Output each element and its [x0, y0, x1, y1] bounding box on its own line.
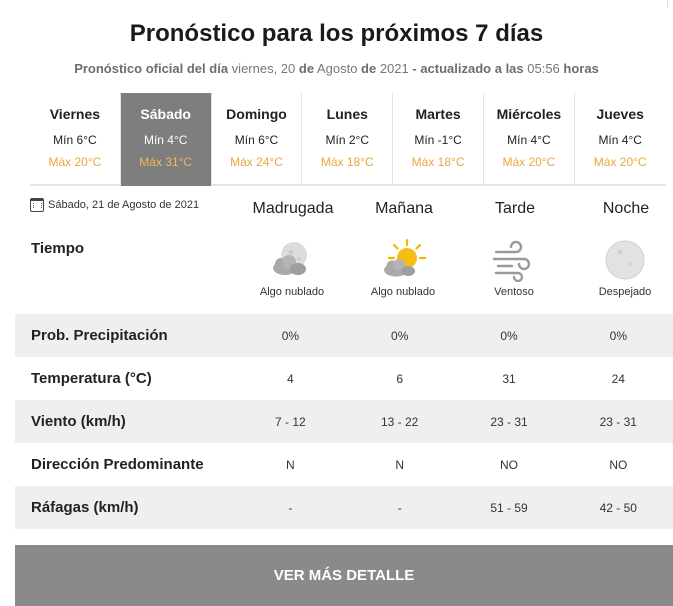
row-value: 6: [396, 371, 404, 386]
row-value: -: [288, 500, 293, 515]
condition-label: Ventoso: [494, 286, 534, 298]
row-value: 0%: [500, 328, 518, 343]
condition-tarde: [459, 238, 569, 298]
table-row-temperature: [15, 357, 673, 400]
row-value: N: [286, 457, 295, 472]
day-tabs: [30, 93, 666, 186]
row-value: 23 - 31: [599, 414, 637, 429]
condition-noche: [570, 238, 673, 298]
table-row-precipitation: [15, 314, 673, 357]
day-name: Martes: [415, 106, 461, 122]
day-min-temp: Mín 2°C: [325, 133, 370, 147]
row-value: 4: [287, 371, 294, 386]
day-tab-miercoles[interactable]: [484, 93, 575, 186]
subtitle-official-label: Pronóstico oficial del día: [74, 61, 229, 76]
row-value: N: [395, 457, 405, 472]
row-value: NO: [500, 457, 518, 472]
selected-date: [30, 198, 199, 212]
day-name: Miércoles: [496, 106, 562, 122]
day-max-temp: Máx 18°C: [411, 155, 465, 169]
page-title: Pronóstico para los próximos 7 días: [129, 20, 544, 47]
day-name: Sábado: [140, 106, 191, 122]
day-name: Lunes: [326, 106, 368, 122]
day-min-temp: Mín 6°C: [234, 133, 279, 147]
row-label: Ráfagas (km/h): [31, 499, 139, 516]
row-value: 31: [502, 371, 516, 386]
tiempo-label: Tiempo: [31, 240, 85, 257]
subtitle-year: 2021: [376, 61, 413, 76]
row-label: Viento (km/h): [31, 413, 126, 430]
row-value: 51 - 59: [490, 500, 528, 515]
day-tab-viernes[interactable]: [30, 93, 121, 186]
wind-icon: [490, 238, 538, 282]
calendar-icon: [30, 198, 44, 212]
day-min-temp: Mín -1°C: [414, 133, 462, 147]
row-value: -: [397, 500, 402, 515]
selected-date-text: Sábado, 21 de Agosto de 2021: [48, 199, 200, 211]
day-tab-jueves[interactable]: [575, 93, 666, 186]
subtitle-de-2: de: [361, 61, 377, 76]
condition-manana: [348, 238, 458, 298]
day-tab-martes[interactable]: [393, 93, 484, 186]
day-max-temp: Máx 20°C: [593, 155, 647, 169]
row-value: 0%: [391, 328, 409, 343]
subtitle-month: Agosto: [314, 61, 362, 76]
day-tab-domingo[interactable]: [212, 93, 303, 186]
day-tab-sabado[interactable]: [121, 93, 212, 186]
row-value: 0%: [281, 328, 300, 343]
condition-label: Algo nublado: [370, 286, 436, 298]
subtitle-date-day: viernes, 20: [228, 61, 299, 76]
row-label: Dirección Predominante: [31, 456, 204, 473]
row-label: Temperatura (°C): [31, 370, 152, 387]
table-row-wind: [15, 400, 673, 443]
cloud-sun-icon: [379, 238, 427, 282]
forecast-table: [15, 314, 673, 529]
condition-label: Despejado: [598, 286, 652, 298]
table-row-direction: [15, 443, 673, 486]
moon-icon: [601, 238, 649, 282]
day-min-temp: Mín 6°C: [53, 133, 97, 147]
subtitle-updated-label: - actualizado a las: [412, 61, 524, 76]
subtitle-time: 05:56: [523, 61, 564, 76]
more-details-button[interactable]: VER MÁS DETALLE: [15, 545, 673, 606]
column-tarde: Tarde: [494, 200, 536, 217]
day-max-temp: Máx 24°C: [230, 155, 283, 169]
column-noche: Noche: [602, 200, 650, 217]
day-tab-lunes[interactable]: [302, 93, 393, 186]
day-max-temp: Máx 20°C: [48, 155, 102, 169]
forecast-subtitle: [0, 61, 673, 76]
day-min-temp: Mín 4°C: [507, 133, 551, 147]
day-max-temp: Máx 20°C: [502, 155, 556, 169]
day-name: Viernes: [49, 106, 101, 122]
condition-label: Algo nublado: [259, 286, 325, 298]
day-max-temp: Máx 18°C: [320, 155, 374, 169]
cloud-moon-icon: [268, 238, 316, 282]
subtitle-hours-label: horas: [563, 61, 599, 76]
row-value: 42 - 50: [599, 500, 637, 515]
row-value: 23 - 31: [490, 414, 528, 429]
row-value: NO: [609, 457, 628, 472]
day-name: Jueves: [596, 106, 644, 122]
right-edge-divider: [667, 0, 673, 8]
table-row-gusts: [15, 486, 673, 529]
day-min-temp: Mín 4°C: [143, 133, 188, 147]
subtitle-de-1: de: [298, 61, 315, 76]
day-name: Domingo: [226, 106, 287, 122]
column-manana: Mañana: [375, 200, 433, 217]
day-max-temp: Máx 31°C: [139, 155, 193, 169]
row-value: 13 - 22: [381, 414, 419, 429]
condition-madrugada: [237, 238, 347, 298]
row-value: 0%: [609, 328, 627, 343]
column-madrugada: Madrugada: [252, 200, 334, 217]
row-label: Prob. Precipitación: [31, 327, 168, 344]
row-value: 24: [611, 371, 625, 386]
row-value: 7 - 12: [275, 414, 306, 429]
day-min-temp: Mín 4°C: [598, 133, 642, 147]
